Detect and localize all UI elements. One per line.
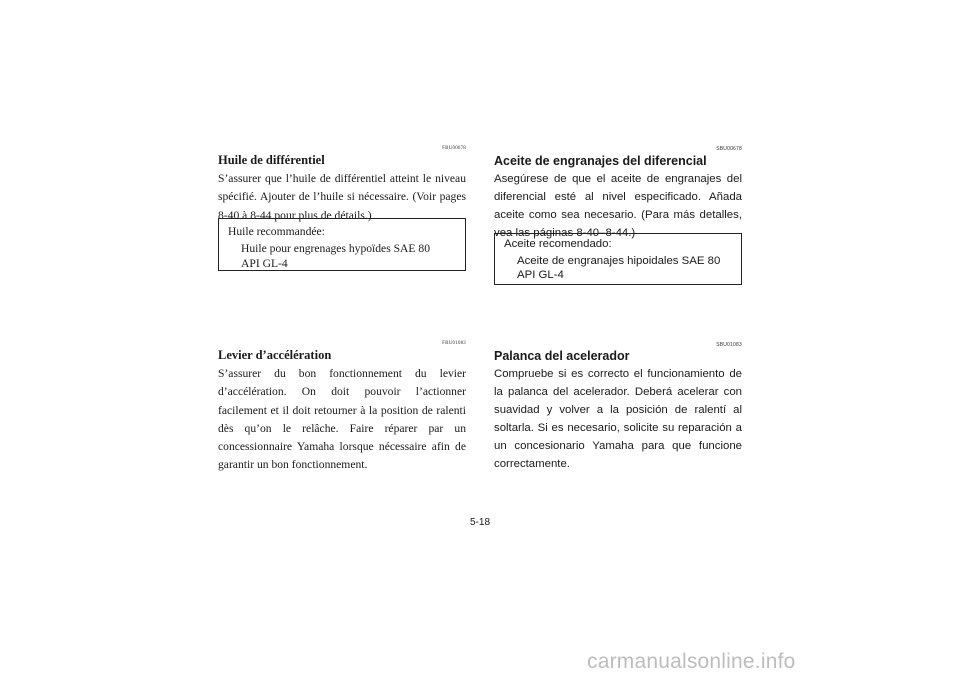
section-code: SBU01083 xyxy=(716,342,742,348)
box-label: Huile recommandée: xyxy=(228,225,325,238)
section-title: Aceite de engranajes del diferencial xyxy=(494,154,707,168)
spanish-column xyxy=(494,140,742,470)
section-code: FBU01083 xyxy=(442,341,466,346)
box-spec-line: API GL-4 xyxy=(241,257,288,270)
section-paragraph: S’assurer que l’huile de différentiel atteint le niveau spécifié. Ajouter de l’huile si nécessaire. (Voir pages 8-40 à 8-44 pour plus de détails.) xyxy=(218,172,466,222)
section-code: FBU00678 xyxy=(442,146,466,151)
box-spec-line: Huile pour engrenages hypoïdes SAE 80 xyxy=(241,242,431,255)
box-spec-line: API GL-4 xyxy=(517,269,564,281)
recommended-oil-box xyxy=(494,233,742,285)
section-title: Palanca del acelerador xyxy=(494,349,630,363)
section-title: Levier d’accélération xyxy=(218,348,332,362)
watermark: carmanualsonline.info xyxy=(587,650,796,673)
section-paragraph: S’assurer du bon fonctionnement du levier d’accélération. On doit pouvoir l’actionner facilement et il doit retourner à la position de ralenti dès qu’on le relâche. Faire réparer par un concessionnaire Yamaha lorsque nécessaire afin de garantir un bon fonctionnement. xyxy=(218,367,466,472)
section-title: Huile de différentiel xyxy=(218,153,325,167)
french-column xyxy=(218,140,466,472)
box-spec-line: Aceite de engranajes hipoidales SAE 80 xyxy=(517,255,721,267)
page-number: 5-18 xyxy=(469,517,490,528)
box-label: Aceite recomendado: xyxy=(504,238,612,250)
recommended-oil-box xyxy=(218,218,466,271)
section-paragraph: Compruebe si es correcto el funcionamiento de la palanca del acelerador. Deberá acelerar con suavidad y volver a la posición de ralentí al soltarla. Si es necesario, solicite su reparación a un concesionario Yamaha para que funcione correctamente. xyxy=(494,368,742,470)
section-paragraph: Asegúrese de que el aceite de engranajes del diferencial esté al nivel especificado. Añada aceite como sea necesario. (Para más detalles, vea las páginas 8-40–8-44.) xyxy=(494,173,742,239)
section-code: SBU00678 xyxy=(716,146,742,152)
